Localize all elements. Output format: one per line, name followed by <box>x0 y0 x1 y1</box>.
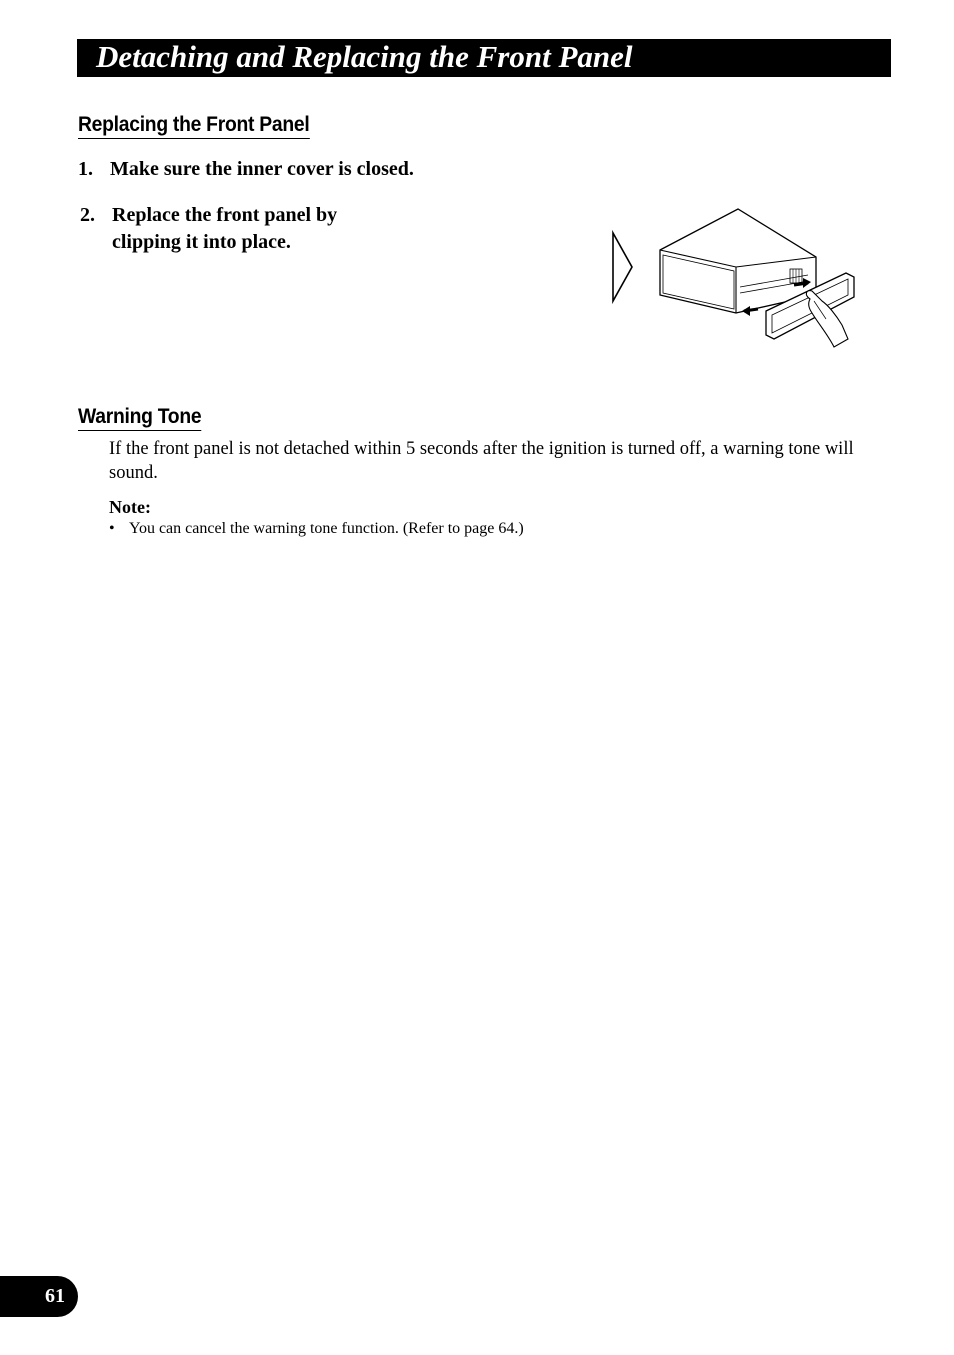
page-number-tab <box>0 1276 78 1317</box>
step-2 <box>80 202 480 256</box>
title-bar <box>77 39 891 77</box>
section-heading-replacing: Replacing the Front Panel <box>78 113 309 139</box>
note-item-text: You can cancel the warning tone function. (Refer to page 64.) <box>129 520 524 537</box>
step-text: Make sure the inner cover is closed. <box>110 158 414 180</box>
note-label: Note: <box>109 497 151 517</box>
step-text: Replace the front panel by clipping it into place. <box>112 204 338 253</box>
warning-tone-body: If the front panel is not detached within 5 seconds after the ignition is turned off, a warning tone will sound. <box>109 439 854 483</box>
step-1 <box>78 156 578 183</box>
page-number: 61 <box>45 1285 65 1307</box>
section-heading-warning: Warning Tone <box>78 405 201 431</box>
front-panel-replace-illustration <box>608 205 858 355</box>
bullet-icon: • <box>109 520 115 537</box>
note-item <box>109 520 524 538</box>
step-number: 1. <box>78 158 93 180</box>
step-pointer-icon <box>613 233 632 301</box>
page-title: Detaching and Replacing the Front Panel <box>96 39 633 74</box>
step-number: 2. <box>80 204 95 226</box>
